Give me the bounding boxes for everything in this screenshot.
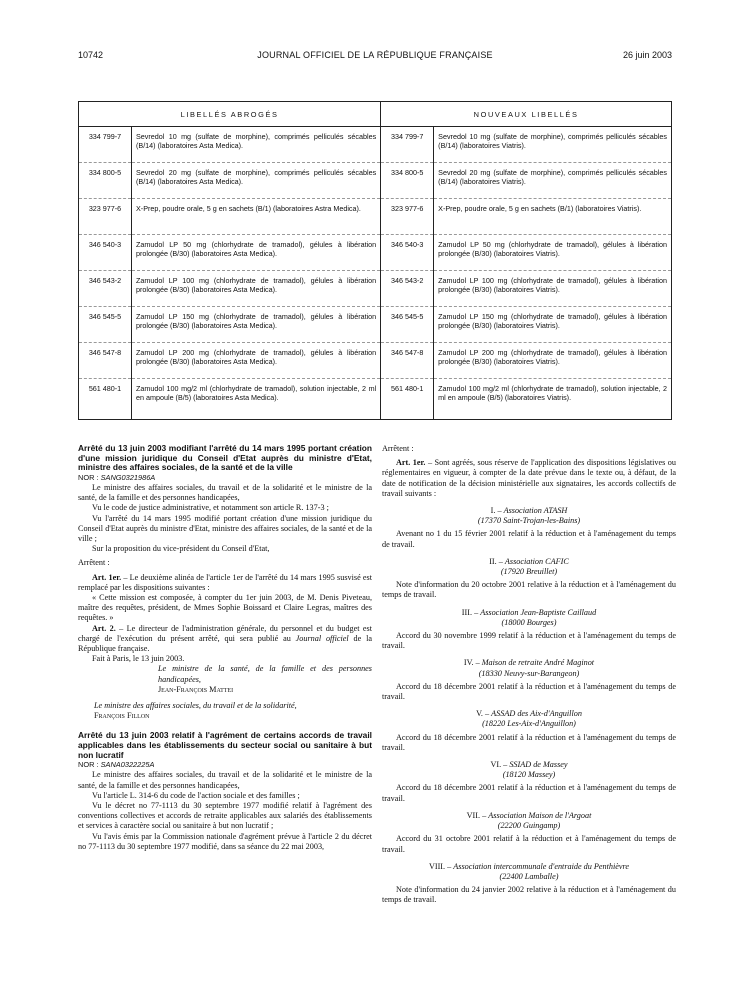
page-header xyxy=(78,50,672,64)
new-code-cell: 334 800-5 xyxy=(381,163,434,199)
article-label: Art. 1er. xyxy=(92,572,122,582)
old-code-cell: 561 480-1 xyxy=(79,379,132,420)
old-label-cell: Zamudol 100 mg/2 ml (chlorhydrate de tramadol), solution injectable, 2 ml en ampoule (B/5) (laboratoires Asta Medica). xyxy=(132,379,381,420)
association-number: IV. – xyxy=(463,658,482,668)
association-place: (22400 Lamballe) xyxy=(499,871,559,881)
association-name: Association CAFIC xyxy=(504,556,569,566)
fait-a: Fait à Paris, le 13 juin 2003. xyxy=(92,654,185,664)
new-code-cell: 346 547-8 xyxy=(381,343,434,379)
arrete-1-title: Arrêté du 13 juin 2003 modifiant l'arrêté du 14 mars 1995 portant création d'une mission juridique du Conseil d'Etat auprès du ministre d'Etat, ministre des affaires sociales, de la santé et de la ville xyxy=(78,443,372,473)
arretent-heading: Arrêtent : xyxy=(78,558,110,568)
association-heading xyxy=(382,709,676,719)
new-code-cell: 323 977-6 xyxy=(381,199,434,235)
page-number: 10742 xyxy=(78,50,104,60)
accord-text: Note d'information du 20 octobre 2001 relative à la réduction et à l'aménagement du temps de travail. xyxy=(382,580,676,600)
association-name: Association intercommunale d'entraide du Penthièvre xyxy=(453,861,630,871)
new-label-cell: Zamudol LP 100 mg (chlorhydrate de tramadol), gélules à libération prolongée (B/30) (laboratoires Viatris). xyxy=(434,271,672,307)
association-place: (18220 Les-Aix-d'Anguillon) xyxy=(482,719,576,729)
old-code-cell: 346 547-8 xyxy=(79,343,132,379)
paragraph: Vu l'arrêté du 14 mars 1995 modifié portant création d'une mission juridique du Conseil d'Etat auprès du ministre d'Etat, ministre des affaires sociales, de la santé et de la ville ; xyxy=(78,513,372,543)
journal-title: JOURNAL OFFICIEL DE LA RÉPUBLIQUE FRANÇAISE xyxy=(257,50,493,60)
association-list xyxy=(382,506,676,906)
article-1 xyxy=(382,458,676,499)
nor-label: NOR : xyxy=(78,760,101,770)
old-code-cell: 334 799-7 xyxy=(79,127,132,163)
association-heading xyxy=(382,608,676,618)
signature-name: Jean-François Mattei xyxy=(158,684,234,694)
nor-label: NOR : xyxy=(78,472,101,482)
old-code-cell: 323 977-6 xyxy=(79,199,132,235)
old-code-cell: 346 545-5 xyxy=(79,307,132,343)
table-row xyxy=(79,235,672,271)
association-place: (18000 Bourges) xyxy=(501,617,557,627)
article-text: – Le deuxième alinéa de l'article 1er de l'arrêté du 14 mars 1995 susvisé est remplacé par les dispositions suivantes : xyxy=(78,572,372,592)
association-number: V. – xyxy=(476,709,492,719)
article-label: Art. 2. xyxy=(92,623,116,633)
new-label-cell: Zamudol LP 150 mg (chlorhydrate de tramadol), gélules à libération prolongée (B/30) (laboratoires Viatris). xyxy=(434,307,672,343)
accord-text: Avenant no 1 du 15 février 2001 relatif à la réduction et à l'aménagement du temps de travail. xyxy=(382,529,676,549)
accord-text: Accord du 18 décembre 2001 relatif à la réduction et à l'aménagement du temps de travail. xyxy=(382,783,676,803)
table-row xyxy=(79,379,672,420)
new-code-cell: 346 543-2 xyxy=(381,271,434,307)
paragraph: Sur la proposition du vice-président du Conseil d'Etat, xyxy=(92,544,270,554)
association-place: (17370 Saint-Trojan-les-Bains) xyxy=(477,516,581,526)
new-code-cell: 346 545-5 xyxy=(381,307,434,343)
association-name: Association ATASH xyxy=(503,506,568,516)
association-number: VIII. – xyxy=(428,861,454,871)
old-label-cell: Zamudol LP 200 mg (chlorhydrate de tramadol), gélules à libération prolongée (B/30) (laboratoires Asta Medica). xyxy=(132,343,381,379)
table-row xyxy=(79,307,672,343)
new-label-cell: Sevredol 20 mg (sulfate de morphine), comprimés pelliculés sécables (B/14) (laboratoires Viatris). xyxy=(434,163,672,199)
association-number: VII. – xyxy=(466,810,489,820)
association-place: (18120 Massey) xyxy=(502,770,556,780)
old-label-cell: Sevredol 10 mg (sulfate de morphine), comprimés pelliculés sécables (B/14) (laboratoires Asta Medica). xyxy=(132,127,381,163)
table-row xyxy=(79,271,672,307)
table-row xyxy=(79,127,672,163)
new-label-cell: X-Prep, poudre orale, 5 g en sachets (B/1) (laboratoires Viatris). xyxy=(434,199,672,235)
paragraph: Vu le code de justice administrative, et notamment son article R. 137-3 ; xyxy=(92,503,329,513)
signature-name: François Fillon xyxy=(94,711,150,721)
journal-ref: Journal officiel xyxy=(295,633,349,643)
old-label-cell: Zamudol LP 100 mg (chlorhydrate de tramadol), gélules à libération prolongée (B/30) (laboratoires Asta Medica). xyxy=(132,271,381,307)
table-row xyxy=(79,163,672,199)
signature-role: Le ministre de la santé, de la famille et des personnes handicapées, xyxy=(158,664,372,684)
association-name: Association Jean-Baptiste Caillaud xyxy=(480,607,597,617)
table-header-old: LIBELLÉS ABROGÉS xyxy=(79,102,381,127)
arrete-2-title: Arrêté du 13 juin 2003 relatif à l'agrément de certains accords de travail applicables dans les établissements du secteur social ou sanitaire à but non lucratif xyxy=(78,730,372,760)
association-number: VI. – xyxy=(490,760,510,770)
nor-code: SANA0322225A xyxy=(100,760,155,770)
article-1 xyxy=(78,573,372,593)
new-code-cell: 561 480-1 xyxy=(381,379,434,420)
old-label-cell: X-Prep, poudre orale, 5 g en sachets (B/1) (laboratoires Astra Medica). xyxy=(132,199,381,235)
association-name: Association Maison de l'Argoat xyxy=(488,810,592,820)
accord-text: Accord du 30 novembre 1999 relatif à la réduction et à l'aménagement du temps de travail. xyxy=(382,631,676,651)
old-code-cell: 334 800-5 xyxy=(79,163,132,199)
association-place: (17920 Breuillet) xyxy=(500,567,558,577)
arrete-1-nor xyxy=(78,473,372,483)
accord-text: Note d'information du 24 janvier 2002 relative à la réduction et à l'aménagement du temps de travail. xyxy=(382,885,676,905)
association-place: (18330 Neuvy-sur-Barangeon) xyxy=(478,668,580,678)
paragraph: Vu le décret no 77-1113 du 30 septembre 1977 modifié relatif à l'agrément des conventions collectives et accords de retraite applicables aux salariés des établissements et services à caractère social ou sanitaire à but non lucratif ; xyxy=(78,801,372,831)
association-number: II. – xyxy=(489,556,505,566)
table-row xyxy=(79,343,672,379)
association-name: SSIAD de Massey xyxy=(509,760,568,770)
paragraph: Le ministre des affaires sociales, du travail et de la solidarité et le ministre de la santé, de la famille et des personnes handicapées, xyxy=(78,770,372,790)
new-code-cell: 334 799-7 xyxy=(381,127,434,163)
new-label-cell: Zamudol 100 mg/2 ml (chlorhydrate de tramadol), solution injectable, 2 ml en ampoule (B/5) (laboratoires Viatris). xyxy=(434,379,672,420)
new-label-cell: Zamudol LP 200 mg (chlorhydrate de tramadol), gélules à libération prolongée (B/30) (laboratoires Viatris). xyxy=(434,343,672,379)
article-text: – Sont agréés, sous réserve de l'application des dispositions législatives ou réglementaires en vigueur, à compter de la date prévue dans le texte ou, à défaut, de la date de notification de la décision ministérielle aux signataires, les accords collectifs de travail suivants : xyxy=(382,458,676,498)
association-number: I. – xyxy=(490,506,504,516)
association-heading xyxy=(382,811,676,821)
association-number: III. – xyxy=(461,607,481,617)
signature-role: Le ministre des affaires sociales, du travail et de la solidarité, xyxy=(94,701,297,711)
association-heading xyxy=(382,862,676,872)
paragraph: Vu l'avis émis par la Commission nationale d'agrément prévue à l'article 2 du décret no 77-1113 du 30 septembre 1977 modifié, dans sa séance du 22 mai 2003, xyxy=(78,831,372,851)
paragraph: Le ministre des affaires sociales, du travail et de la solidarité et le ministre de la santé, de la famille et des personnes handicapées, xyxy=(78,482,372,503)
quote: « Cette mission est composée, à compter du 1er juin 2003, de M. Denis Piveteau, maître des requêtes, président, de Mmes Sophie Boissard et Claire Legras, maîtres des requêtes. » xyxy=(78,593,372,623)
old-code-cell: 346 543-2 xyxy=(79,271,132,307)
old-code-cell: 346 540-3 xyxy=(79,235,132,271)
old-label-cell: Sevredol 20 mg (sulfate de morphine), comprimés pelliculés sécables (B/14) (laboratoires Asta Medica). xyxy=(132,163,381,199)
association-heading xyxy=(382,506,676,516)
old-label-cell: Zamudol LP 50 mg (chlorhydrate de tramadol), gélules à libération prolongée (B/30) (laboratoires Asta Medica). xyxy=(132,235,381,271)
arretent-heading: Arrêtent : xyxy=(382,444,414,453)
arrete-2-nor xyxy=(78,760,372,770)
left-column xyxy=(78,444,372,852)
article-label: Art. 1er. xyxy=(396,458,426,468)
association-heading xyxy=(382,557,676,567)
article-text: de la République française. xyxy=(78,633,372,654)
association-heading xyxy=(382,658,676,668)
nor-code: SANG0321986A xyxy=(100,472,156,482)
article-2 xyxy=(78,624,372,655)
table-row xyxy=(79,199,672,235)
libelles-table xyxy=(78,101,672,420)
old-label-cell: Zamudol LP 150 mg (chlorhydrate de tramadol), gélules à libération prolongée (B/30) (laboratoires Asta Medica). xyxy=(132,307,381,343)
association-heading xyxy=(382,760,676,770)
publication-date: 26 juin 2003 xyxy=(622,50,672,60)
new-code-cell: 346 540-3 xyxy=(381,235,434,271)
association-name: Maison de retraite André Maginot xyxy=(481,658,595,668)
paragraph: Vu l'article L. 314-6 du code de l'action sociale et des familles ; xyxy=(92,790,300,800)
new-label-cell: Zamudol LP 50 mg (chlorhydrate de tramadol), gélules à libération prolongée (B/30) (laboratoires Viatris). xyxy=(434,235,672,271)
accord-text: Accord du 31 octobre 2001 relatif à la réduction et à l'aménagement du temps de travail. xyxy=(382,834,676,854)
accord-text: Accord du 18 décembre 2001 relatif à la réduction et à l'aménagement du temps de travail. xyxy=(382,732,676,752)
article-text: – Le directeur de l'administration générale, du personnel et du budget est chargé de l'exécution du présent arrêté, qui sera publié au xyxy=(78,623,372,643)
new-label-cell: Sevredol 10 mg (sulfate de morphine), comprimés pelliculés sécables (B/14) (laboratoires Viatris). xyxy=(434,127,672,163)
table-header-new: NOUVEAUX LIBELLÉS xyxy=(381,102,672,127)
table-body xyxy=(79,127,672,420)
right-column xyxy=(382,444,676,906)
accord-text: Accord du 18 décembre 2001 relatif à la réduction et à l'aménagement du temps de travail. xyxy=(382,681,676,702)
association-place: (22200 Guingamp) xyxy=(497,821,561,831)
association-name: ASSAD des Aix-d'Anguillon xyxy=(491,709,582,719)
